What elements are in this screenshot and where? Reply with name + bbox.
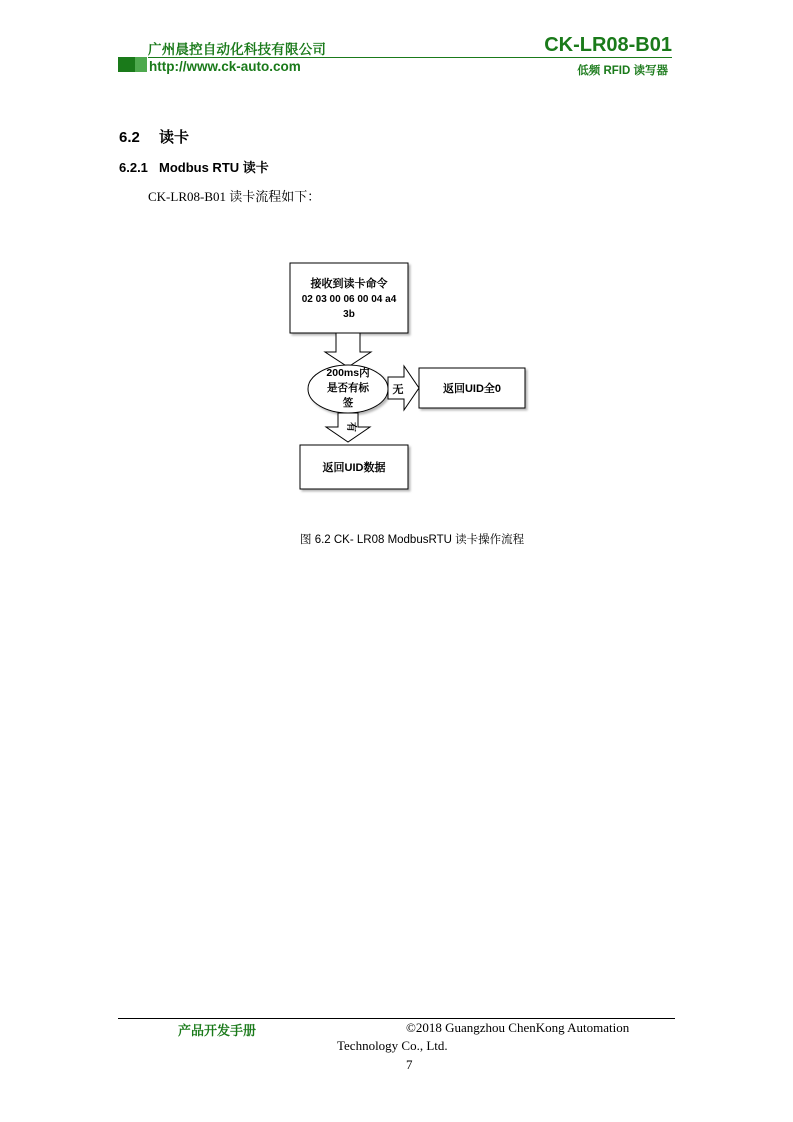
- header-logo-block-dark: [118, 57, 135, 72]
- start-text-line3: 3b: [343, 309, 355, 320]
- header-logo-block-light: [135, 57, 147, 72]
- body-paragraph: CK-LR08-B01 读卡流程如下：: [148, 189, 321, 204]
- figure-caption: 图 6.2 CK- LR08 ModbusRTU 读卡操作流程: [300, 534, 525, 546]
- start-text-line2: 02 03 00 06 00 04 a4: [301, 294, 397, 305]
- footer-copyright-line1: ©2018 Guangzhou ChenKong Automation: [406, 1020, 630, 1035]
- subsection-heading: [119, 157, 269, 176]
- no-result-text: 返回UID全0: [442, 383, 502, 395]
- arrow-down-1: [325, 333, 371, 367]
- footer-copyright-line2: Technology Co., Ltd.: [337, 1038, 448, 1053]
- company-name: 广州晨控自动化科技有限公司: [148, 42, 327, 57]
- section-title: 读卡: [159, 129, 190, 146]
- read-card-flowchart: [280, 255, 540, 500]
- footer-divider: [118, 1018, 675, 1019]
- decision-text-line2: 是否有标: [327, 382, 369, 394]
- company-url: http://www.ck-auto.com: [149, 59, 301, 74]
- start-text-line1: 接收到读卡命令: [310, 278, 388, 290]
- no-label: 无: [392, 384, 404, 396]
- subsection-number: 6.2.1: [119, 160, 148, 175]
- subsection-title: Modbus RTU 读卡: [159, 160, 269, 175]
- footer-manual-title: 产品开发手册: [178, 1023, 257, 1038]
- decision-text-line1: 200ms内: [326, 367, 370, 379]
- yes-result-text: 返回UID数据: [322, 462, 386, 474]
- decision-text-line3: 签: [342, 397, 354, 409]
- product-model: CK-LR08-B01: [544, 34, 672, 56]
- section-number: 6.2: [119, 129, 140, 146]
- header-divider: [148, 57, 672, 58]
- page-number: 7: [406, 1057, 413, 1072]
- yes-label: 有: [345, 422, 356, 432]
- product-subtitle: 低频 RFID 读写器: [577, 65, 668, 77]
- section-heading: [119, 126, 189, 147]
